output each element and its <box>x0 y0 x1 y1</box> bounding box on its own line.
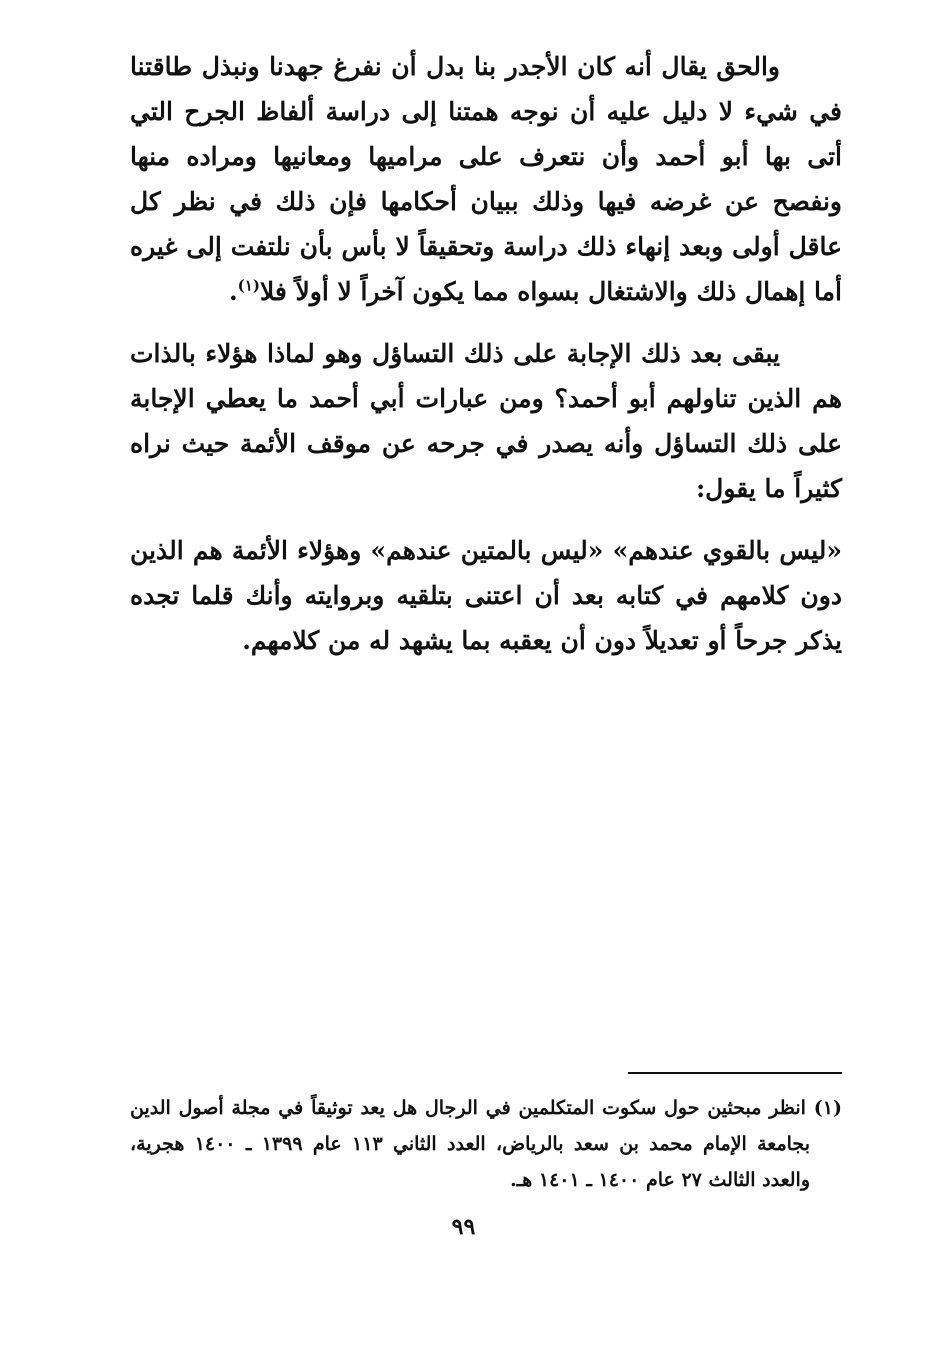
footnote-text: انظر مبحثين حول سكوت المتكلمين في الرجال هل يعد توثيقاً في مجلة أصول الدين بجامعة الإمام محمد بن سعد بالرياض، العدد الثاني ١١٣ عام ١٣٩٩ ـ ١٤٠٠ هجرية، والعدد الثالث ٢٧ عام ١٤٠٠ ـ ١٤٠١ هـ. <box>130 1097 810 1191</box>
footnote-separator <box>628 1072 842 1074</box>
page-number: ٩٩ <box>451 1214 476 1240</box>
paragraph <box>130 44 842 314</box>
paragraph-text: والحق يقال أنه كان الأجدر بنا بدل أن نفرغ جهدنا ونبذل طاقتنا في شيء لا دليل عليه أن نوجه همتنا إلى دراسة ألفاظ الجرح التي أتى بها أبو أحمد وأن نتعرف على مراميها ومعانيها ومراده منها ونفصح عن غرضه فيها وذلك ببيان أحكامها فإن ذلك في نظر كل عاقل أولى وبعد إنهاء ذلك دراسة وتحقيقاً لا بأس بأن نلتفت إلى غيره أما إهمال ذلك والاشتغال بسواه مما يكون آخراً لا أولاً فلا <box>130 52 842 306</box>
paragraph-end: . <box>228 277 238 306</box>
paragraph: يبقى بعد ذلك الإجابة على ذلك التساؤل وهو لماذا هؤلاء بالذات هم الذين تناولهم أبو أحمد؟ ومن عبارات أبي أحمد ما يعطي الإجابة على ذلك التساؤل وأنه يصدر في جرحه عن موقف الأئمة حيث نراه كثيراً ما يقول: <box>130 339 842 503</box>
main-text <box>130 44 842 680</box>
footnote-marker: (١) <box>813 1097 842 1119</box>
paragraph: «ليس بالقوي عندهم» «ليس بالمتين عندهم» وهؤلاء الأئمة هم الذين دون كلامهم في كتابه بعد أن اعتنى بتلقيه وبروايته وأنك قلما تجده يذكر جرحاً أو تعديلاً دون أن يعقبه بما يشهد له من كلامهم. <box>130 536 842 655</box>
footnote-item <box>130 1090 842 1198</box>
footnotes <box>130 1090 842 1198</box>
footnote-reference: (١) <box>237 276 260 295</box>
